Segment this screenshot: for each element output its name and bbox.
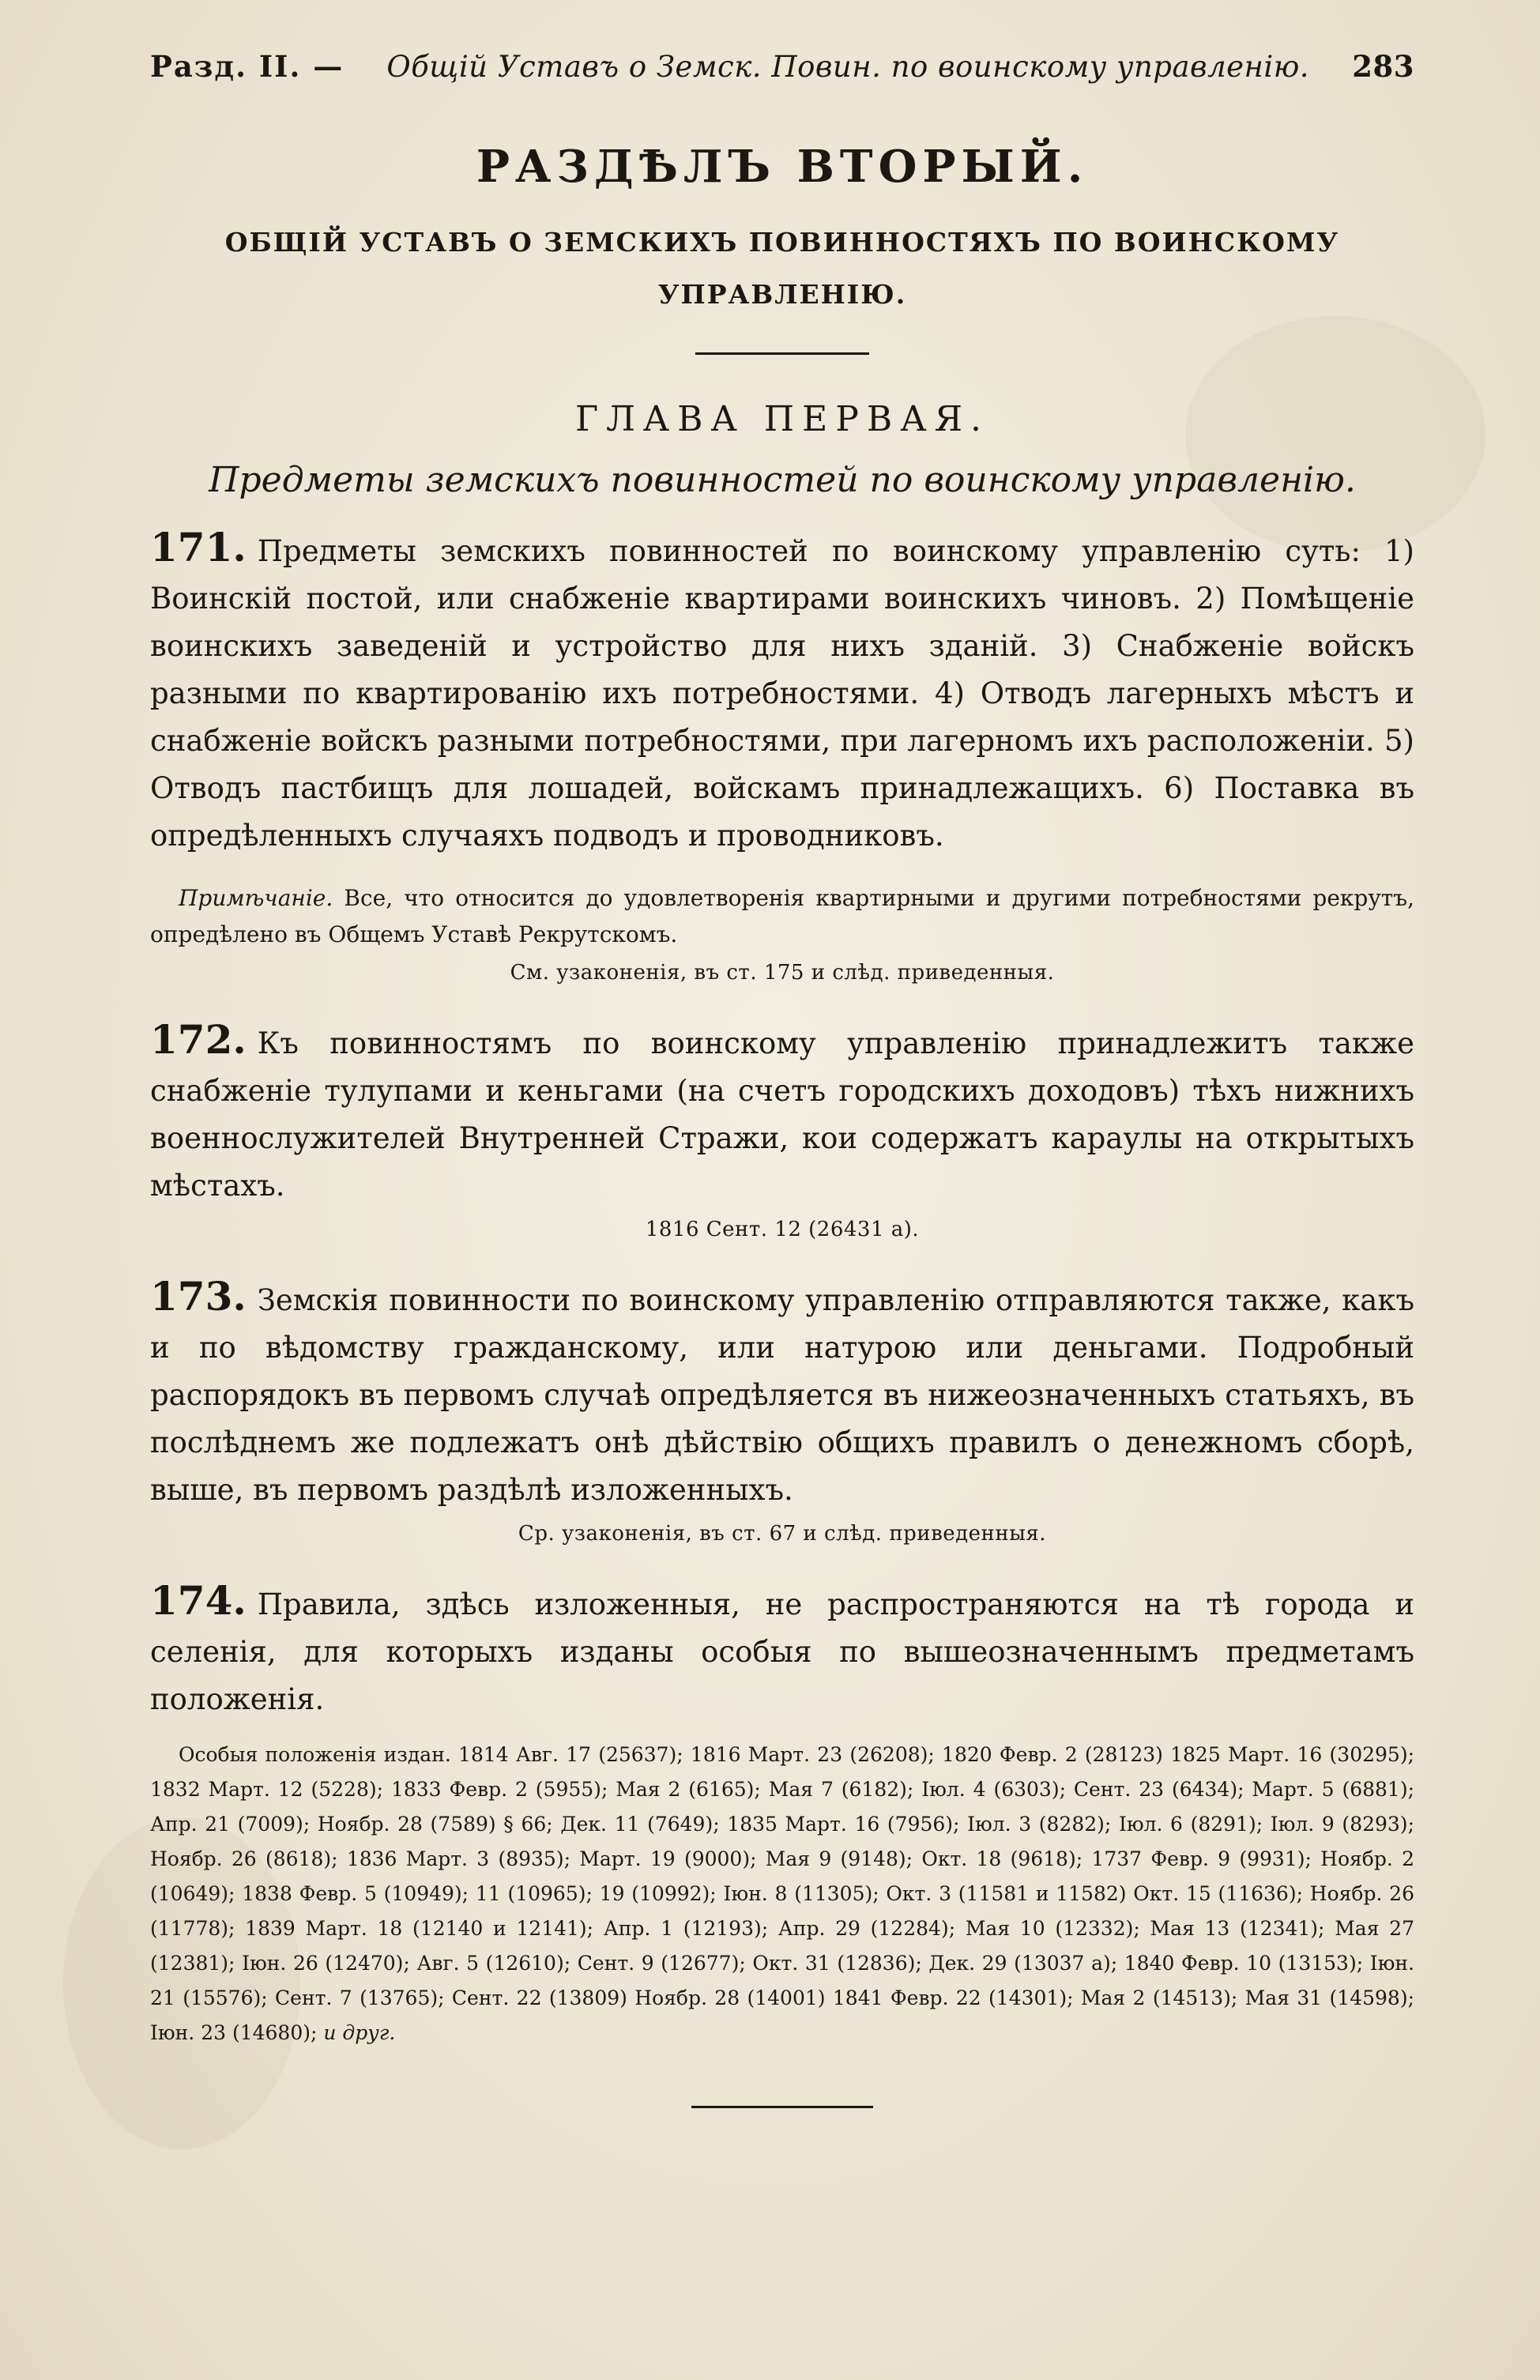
references-tail: и друг. [323,2021,396,2044]
article-reference: 1816 Сент. 12 (26431 а). [645,1218,920,1241]
article-number: 171. [150,524,247,571]
article-text: Къ повинностямъ по воинскому управленію принадлежитъ также снабженіе тулупами и кеньгами (на счетъ городскихъ доходовъ) тѣхъ нижнихъ военнослужителей Внутренней Стражи, кои содержатъ караулы на открытыхъ мѣстахъ. [150,1026,1414,1203]
article-172 [150,1016,1414,1210]
end-divider [691,2106,873,2108]
article-number: 173. [150,1273,247,1320]
article-173 [150,1273,1414,1514]
legislation-references [150,1738,1414,2050]
running-head-section: Разд. II. — [150,49,345,84]
article-reference: См. узаконенія, въ ст. 175 и слѣд. приведенныя. [510,961,1055,985]
article-text: Предметы земскихъ повинностей по воинскому управленію суть: 1) Воинскій постой, или снабженіе квартирами воинскихъ чиновъ. 2) Помѣщеніе воинскихъ заведеній и устройство для нихъ зданій. 3) Снабженіе войскъ разными по квартированію ихъ потребностями. 4) Отводъ лагерныхъ мѣстъ и снабженіе войскъ разными потребностями, при лагерномъ ихъ расположеніи. 5) Отводъ пастбищъ для лошадей, войскамъ принадлежащихъ. 6) Поставка въ опредѣленныхъ случаяхъ подводъ и проводниковъ. [150,534,1414,853]
references-text: Особыя положенія издан. 1814 Авг. 17 (25637); 1816 Март. 23 (26208); 1820 Февр. 2 (28123) 1825 Март. 16 (30295); 1832 Март. 12 (5228); 1833 Февр. 2 (5955); Мая 2 (6165); Мая 7 (6182); Іюл. 4 (6303); Сент. 23 (6434); Март. 5 (6881); Апр. 21 (7009); Ноябр. 28 (7589) § 66; Дек. 11 (7649); 1835 Март. 16 (7956); Іюл. 3 (8282); Іюл. 6 (8291); Іюл. 9 (8293); Ноябр. 26 (8618); 1836 Март. 3 (8935); Март. 19 (9000); Мая 9 (9148); Окт. 18 (9618); 1737 Февр. 9 (9931); Ноябр. 2 (10649); 1838 Февр. 5 (10949); 11 (10965); 19 (10992); Іюн. 8 (11305); Окт. 3 (11581 и 11582) Окт. 15 (11636); Ноябр. 26 (11778); 1839 Март. 18 (12140 и 12141); Апр. 1 (12193); Апр. 29 (12284); Мая 10 (12332); Мая 13 (12341); Мая 27 (12381); Іюн. 26 (12470); Авг. 5 (12610); Сент. 9 (12677); Окт. 31 (12836); Дек. 29 (13037 а); 1840 Февр. 10 (13153); Іюн. 21 (15576); Сент. 7 (13765); Сент. 22 (13809) Ноябр. 28 (14001) 1841 Февр. 22 (14301); Мая 2 (14513); Мая 31 (14598); Іюн. 23 (14680); [150,1743,1414,2044]
article-number: 174. [150,1577,247,1624]
section-title: РАЗДѢЛЪ ВТОРЫЙ. [476,141,1089,193]
chapter-subtitle: Предметы земскихъ повинностей по воинскому управленію. [209,460,1356,500]
section-subtitle [150,217,1414,321]
article-171 [150,524,1414,860]
article-number: 172. [150,1016,247,1063]
text-block [150,49,1414,2108]
page-number: 283 [1352,49,1414,84]
note-label: Примѣчаніе. [179,885,333,911]
chapter-title: ГЛАВА ПЕРВАЯ. [574,399,990,439]
running-head [150,49,1414,84]
running-head-title: Общій Уставъ о Земск. Повин. по воинскому управленію. [386,50,1310,84]
section-subtitle-line: ОБЩІЙ УСТАВЪ О ЗЕМСКИХЪ ПОВИННОСТЯХЪ ПО ВОИНСКОМУ [224,227,1340,258]
article-text: Правила, здѣсь изложенныя, не распространяются на тѣ города и селенія, для которыхъ изданы особыя по вышеозначеннымъ предметамъ положенія. [150,1587,1414,1716]
article-note [150,880,1414,953]
section-subtitle-line: УПРАВЛЕНІЮ. [657,279,907,310]
section-divider [695,352,869,355]
note-text: Все, что относится до удовлетворенія квартирными и другими потребностями рекрутъ, опредѣлено въ Общемъ Уставѣ Рекрутскомъ. [150,885,1414,947]
article-reference: Ср. узаконенія, въ ст. 67 и слѣд. приведенныя. [518,1522,1047,1546]
article-174 [150,1577,1414,1723]
article-text: Земскія повинности по воинскому управленію отправляются также, какъ и по вѣдомству гражданскому, или натурою или деньгами. Подробный распорядокъ въ первомъ случаѣ опредѣляется въ нижеозначенныхъ статьяхъ, въ послѣднемъ же подлежатъ онѣ дѣйствію общихъ правилъ о денежномъ сборѣ, выше, въ первомъ раздѣлѣ изложенныхъ. [150,1283,1414,1507]
